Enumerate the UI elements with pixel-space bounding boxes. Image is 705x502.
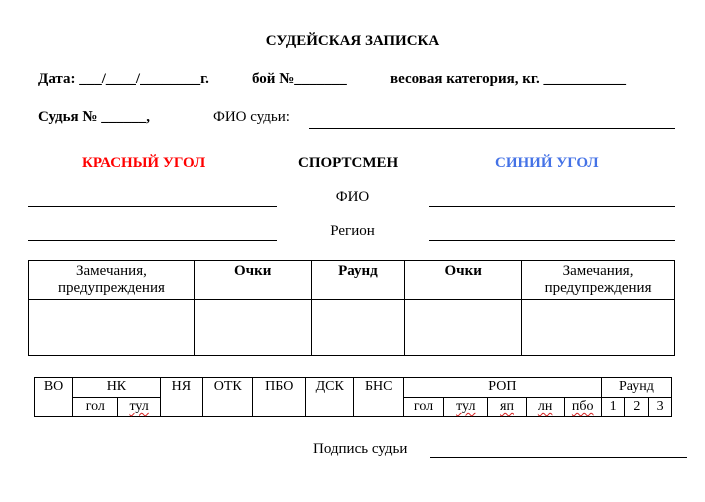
blue-fio-line xyxy=(429,206,675,207)
remarks-right-cell xyxy=(522,300,675,356)
round-sub-3: 3 xyxy=(649,398,672,417)
nk-sub-gol: гол xyxy=(73,398,118,417)
points-left-cell xyxy=(194,300,311,356)
rop-sub-yap: яп xyxy=(488,398,526,417)
points-left-header: Очки xyxy=(194,261,311,300)
remarks-left-cell xyxy=(29,300,195,356)
code-nk: НК xyxy=(73,378,161,398)
code-pbo: ПБО xyxy=(253,378,306,417)
red-fio-line xyxy=(28,206,277,207)
date-field: Дата: ___/____/________г. xyxy=(38,71,209,87)
code-rop: РОП xyxy=(403,378,601,398)
round-header: Раунд xyxy=(311,261,405,300)
round-sub-1: 1 xyxy=(601,398,625,417)
red-corner-heading: КРАСНЫЙ УГОЛ xyxy=(82,155,206,171)
rop-sub-gol: гол xyxy=(403,398,443,417)
points-right-cell xyxy=(405,300,522,356)
weight-category-field: весовая категория, кг. ___________ xyxy=(390,71,627,87)
judge-number-field: Судья № ______, xyxy=(38,109,150,125)
round-cell xyxy=(311,300,405,356)
code-bns: БНС xyxy=(354,378,403,417)
athlete-heading: СПОРТСМЕН xyxy=(298,155,399,171)
blue-corner-heading: СИНИЙ УГОЛ xyxy=(495,155,599,171)
rop-sub-ln: лн xyxy=(526,398,564,417)
judge-name-label: ФИО судьи: xyxy=(213,109,290,125)
rop-sub-pbo: пбо xyxy=(564,398,601,417)
judge-name-line xyxy=(309,128,675,129)
codes-table xyxy=(34,377,672,417)
blue-region-line xyxy=(429,240,675,241)
remarks-right-header: Замечания, предупреждения xyxy=(522,261,675,300)
code-vo: ВО xyxy=(35,378,73,417)
code-nya: НЯ xyxy=(160,378,202,417)
remarks-left-header: Замечания, предупреждения xyxy=(29,261,195,300)
score-table xyxy=(28,260,675,356)
document-title: СУДЕЙСКАЯ ЗАПИСКА xyxy=(265,33,440,49)
red-region-line xyxy=(28,240,277,241)
code-otk: ОТК xyxy=(202,378,253,417)
points-right-header: Очки xyxy=(405,261,522,300)
code-dsk: ДСК xyxy=(306,378,354,417)
signature-label: Подпись судьи xyxy=(313,441,408,457)
fio-label: ФИО xyxy=(335,189,370,205)
bout-number-field: бой №_______ xyxy=(252,71,347,87)
nk-sub-tul: тул xyxy=(118,398,160,417)
round-sub-2: 2 xyxy=(625,398,649,417)
code-round: Раунд xyxy=(601,378,671,398)
region-label: Регион xyxy=(330,223,375,239)
rop-sub-tul: тул xyxy=(444,398,488,417)
signature-line xyxy=(430,457,687,458)
